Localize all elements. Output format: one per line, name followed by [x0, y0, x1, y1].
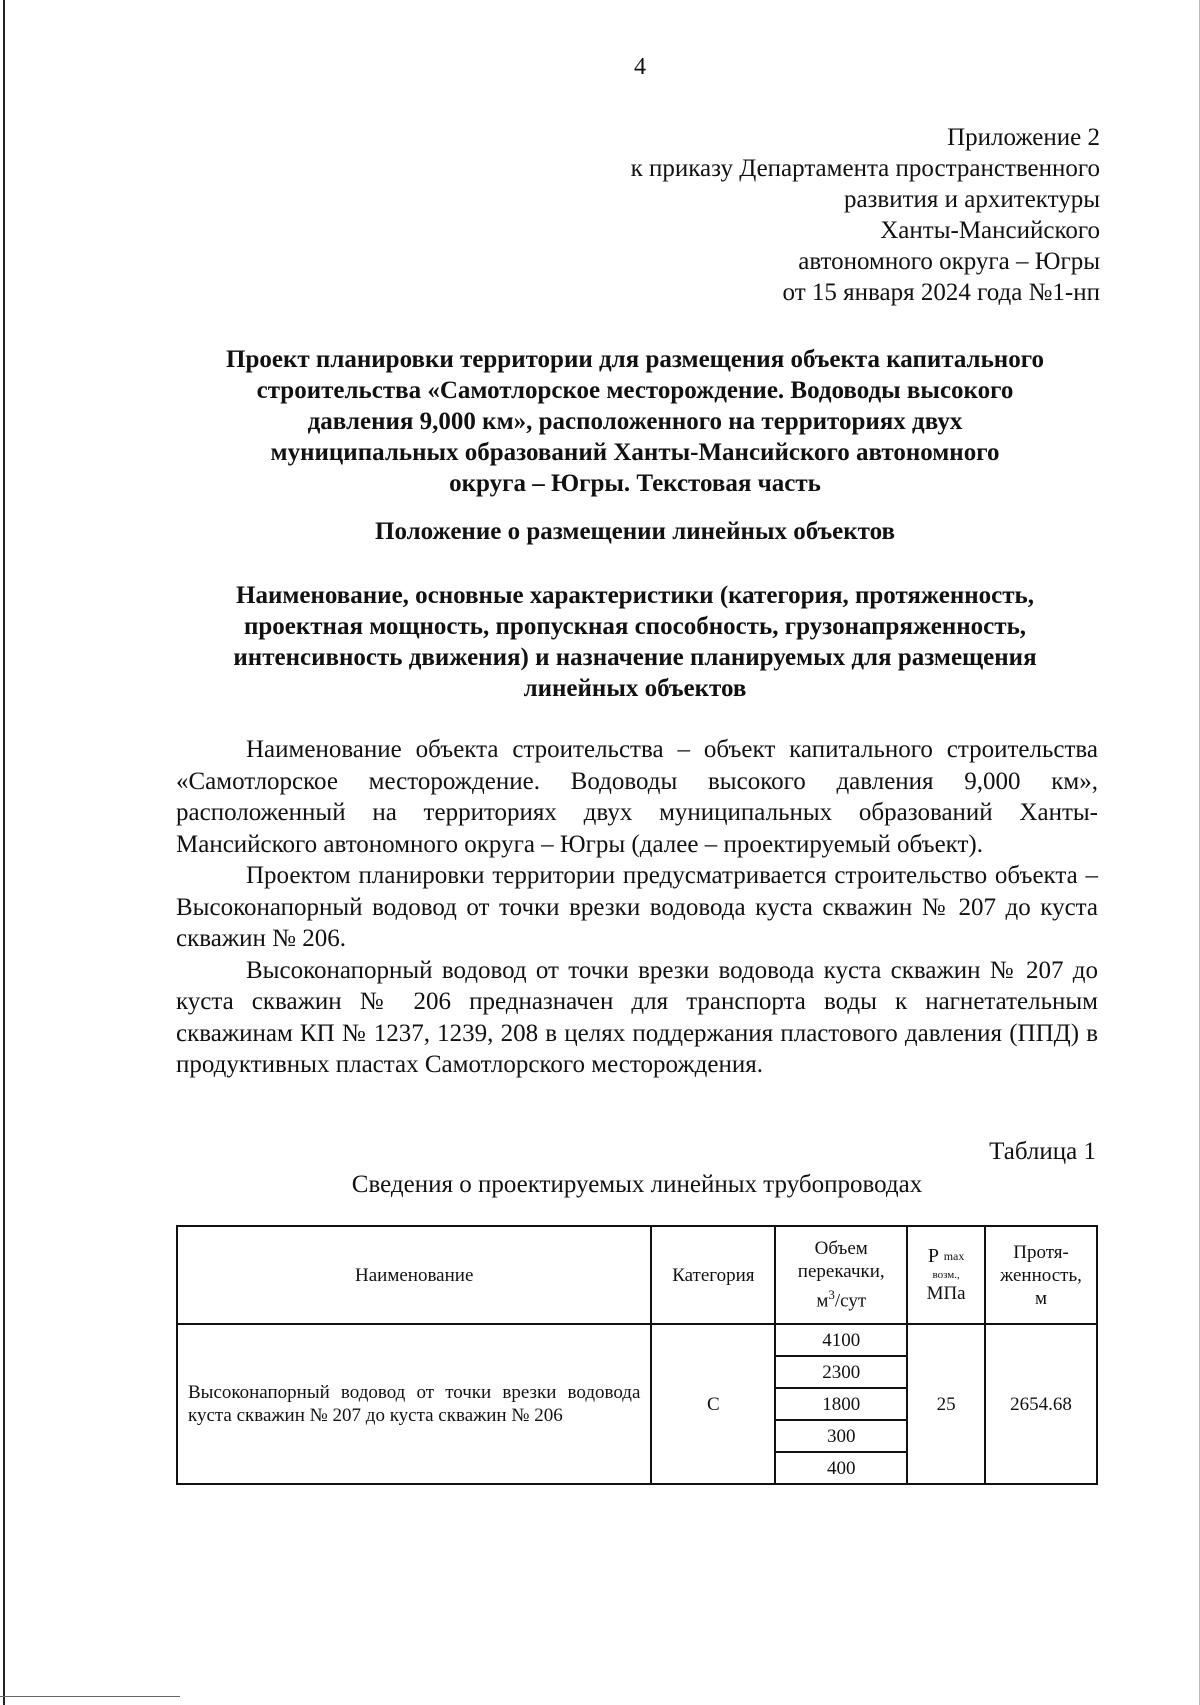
- header-volume-sup: 3: [828, 1287, 835, 1303]
- header-length-line: женность,: [1000, 1264, 1082, 1286]
- header-pmax: [907, 1226, 985, 1324]
- appendix-line: Ханты-Мансийского: [880, 217, 1100, 244]
- title-line: муниципальных образований Ханты-Мансийского автономного: [270, 439, 1000, 466]
- scan-mark: [0, 1696, 180, 1697]
- header-name: Наименование: [177, 1226, 651, 1324]
- cell-volume: 2300: [775, 1356, 907, 1388]
- paragraph: Высоконапорный водовод от точки врезки водовода куста скважин № 207 до куста скважин № 206 предназначен для транспорта воды к нагнетательным скважинам КП № 1237, 1239, 208 в целях поддержания пластового давления (ППД) в продуктивных пластах Самотлорского месторождения.: [176, 956, 1098, 1078]
- cell-volume: 1800: [775, 1388, 907, 1420]
- appendix-block: [480, 122, 1100, 308]
- table-row: [177, 1324, 1097, 1356]
- title-line: Проект планировки территории для размещения объекта капитального: [226, 346, 1044, 373]
- cell-volume: 400: [775, 1452, 907, 1484]
- document-subtitle: Положение о размещении линейных объектов: [375, 518, 895, 545]
- appendix-line: Приложение 2: [947, 124, 1100, 151]
- table-label: Таблица 1: [989, 1138, 1096, 1165]
- header-length-line: м: [1035, 1287, 1048, 1309]
- page-number: 4: [634, 54, 646, 80]
- cell-volume: 4100: [775, 1324, 907, 1356]
- header-pmax-sub: max: [943, 1249, 965, 1263]
- section-title-line: проектная мощность, пропускная способность, грузонапряженность,: [243, 613, 1027, 640]
- header-volume-line: Объем: [814, 1238, 868, 1260]
- appendix-line: автономного округа – Югры: [798, 248, 1100, 275]
- paragraph: Наименование объекта строительства – объект капитального строительства «Самотлорское месторождение. Водоводы высокого давления 9,000 км», расположенный на территориях двух муниципальных образований Ханты-Мансийского автономного округа – Югры (далее – проектируемый объект).: [176, 736, 1098, 858]
- header-pmax-unit: МПа: [926, 1283, 966, 1304]
- pipelines-table: [176, 1225, 1098, 1485]
- scan-edge: [3, 0, 5, 1705]
- header-volume: [775, 1226, 907, 1324]
- header-volume-unit: м: [816, 1290, 829, 1312]
- cell-length: 2654.68: [985, 1324, 1097, 1484]
- title-line: строительства «Самотлорское месторождение. Водоводы высокого: [256, 377, 1014, 404]
- header-volume-unit-tail: /сут: [834, 1290, 867, 1312]
- appendix-line: развития и архитектуры: [843, 186, 1100, 213]
- section-title-line: линейных объектов: [523, 675, 747, 702]
- cell-pmax: 25: [907, 1324, 985, 1484]
- appendix-line: к приказу Департамента пространственного: [630, 155, 1100, 182]
- table-caption: Сведения о проектируемых линейных трубопроводах: [351, 1171, 923, 1198]
- appendix-line: от 15 января 2024 года №1-нп: [782, 279, 1100, 306]
- cell-category: С: [651, 1324, 775, 1484]
- header-length: [985, 1226, 1097, 1324]
- header-pmax-symbol: P: [927, 1245, 939, 1267]
- table-header-row: [177, 1226, 1097, 1324]
- header-pmax-sub2: возм.,: [932, 1269, 960, 1281]
- section-title-line: интенсивность движения) и назначение планируемых для размещения: [233, 644, 1037, 671]
- title-line: округа – Югры. Текстовая часть: [449, 470, 821, 497]
- cell-volume: 300: [775, 1420, 907, 1452]
- cell-name: Высоконапорный водовод от точки врезки водовода куста скважин № 207 до куста скважин № 206: [177, 1324, 651, 1484]
- body-text: [176, 734, 1098, 1081]
- section-title: [170, 580, 1100, 704]
- header-volume-line: перекачки,: [797, 1261, 885, 1283]
- header-category: Категория: [651, 1226, 775, 1324]
- section-title-line: Наименование, основные характеристики (категория, протяженность,: [236, 582, 1034, 609]
- title-line: давления 9,000 км», расположенного на территориях двух: [307, 408, 963, 435]
- header-length-line: Протя-: [1013, 1241, 1069, 1263]
- paragraph: Проектом планировки территории предусматривается строительство объекта – Высоконапорный водовод от точки врезки водовода куста скважин № 207 до куста скважин № 206.: [176, 862, 1098, 952]
- document-title: [170, 344, 1100, 499]
